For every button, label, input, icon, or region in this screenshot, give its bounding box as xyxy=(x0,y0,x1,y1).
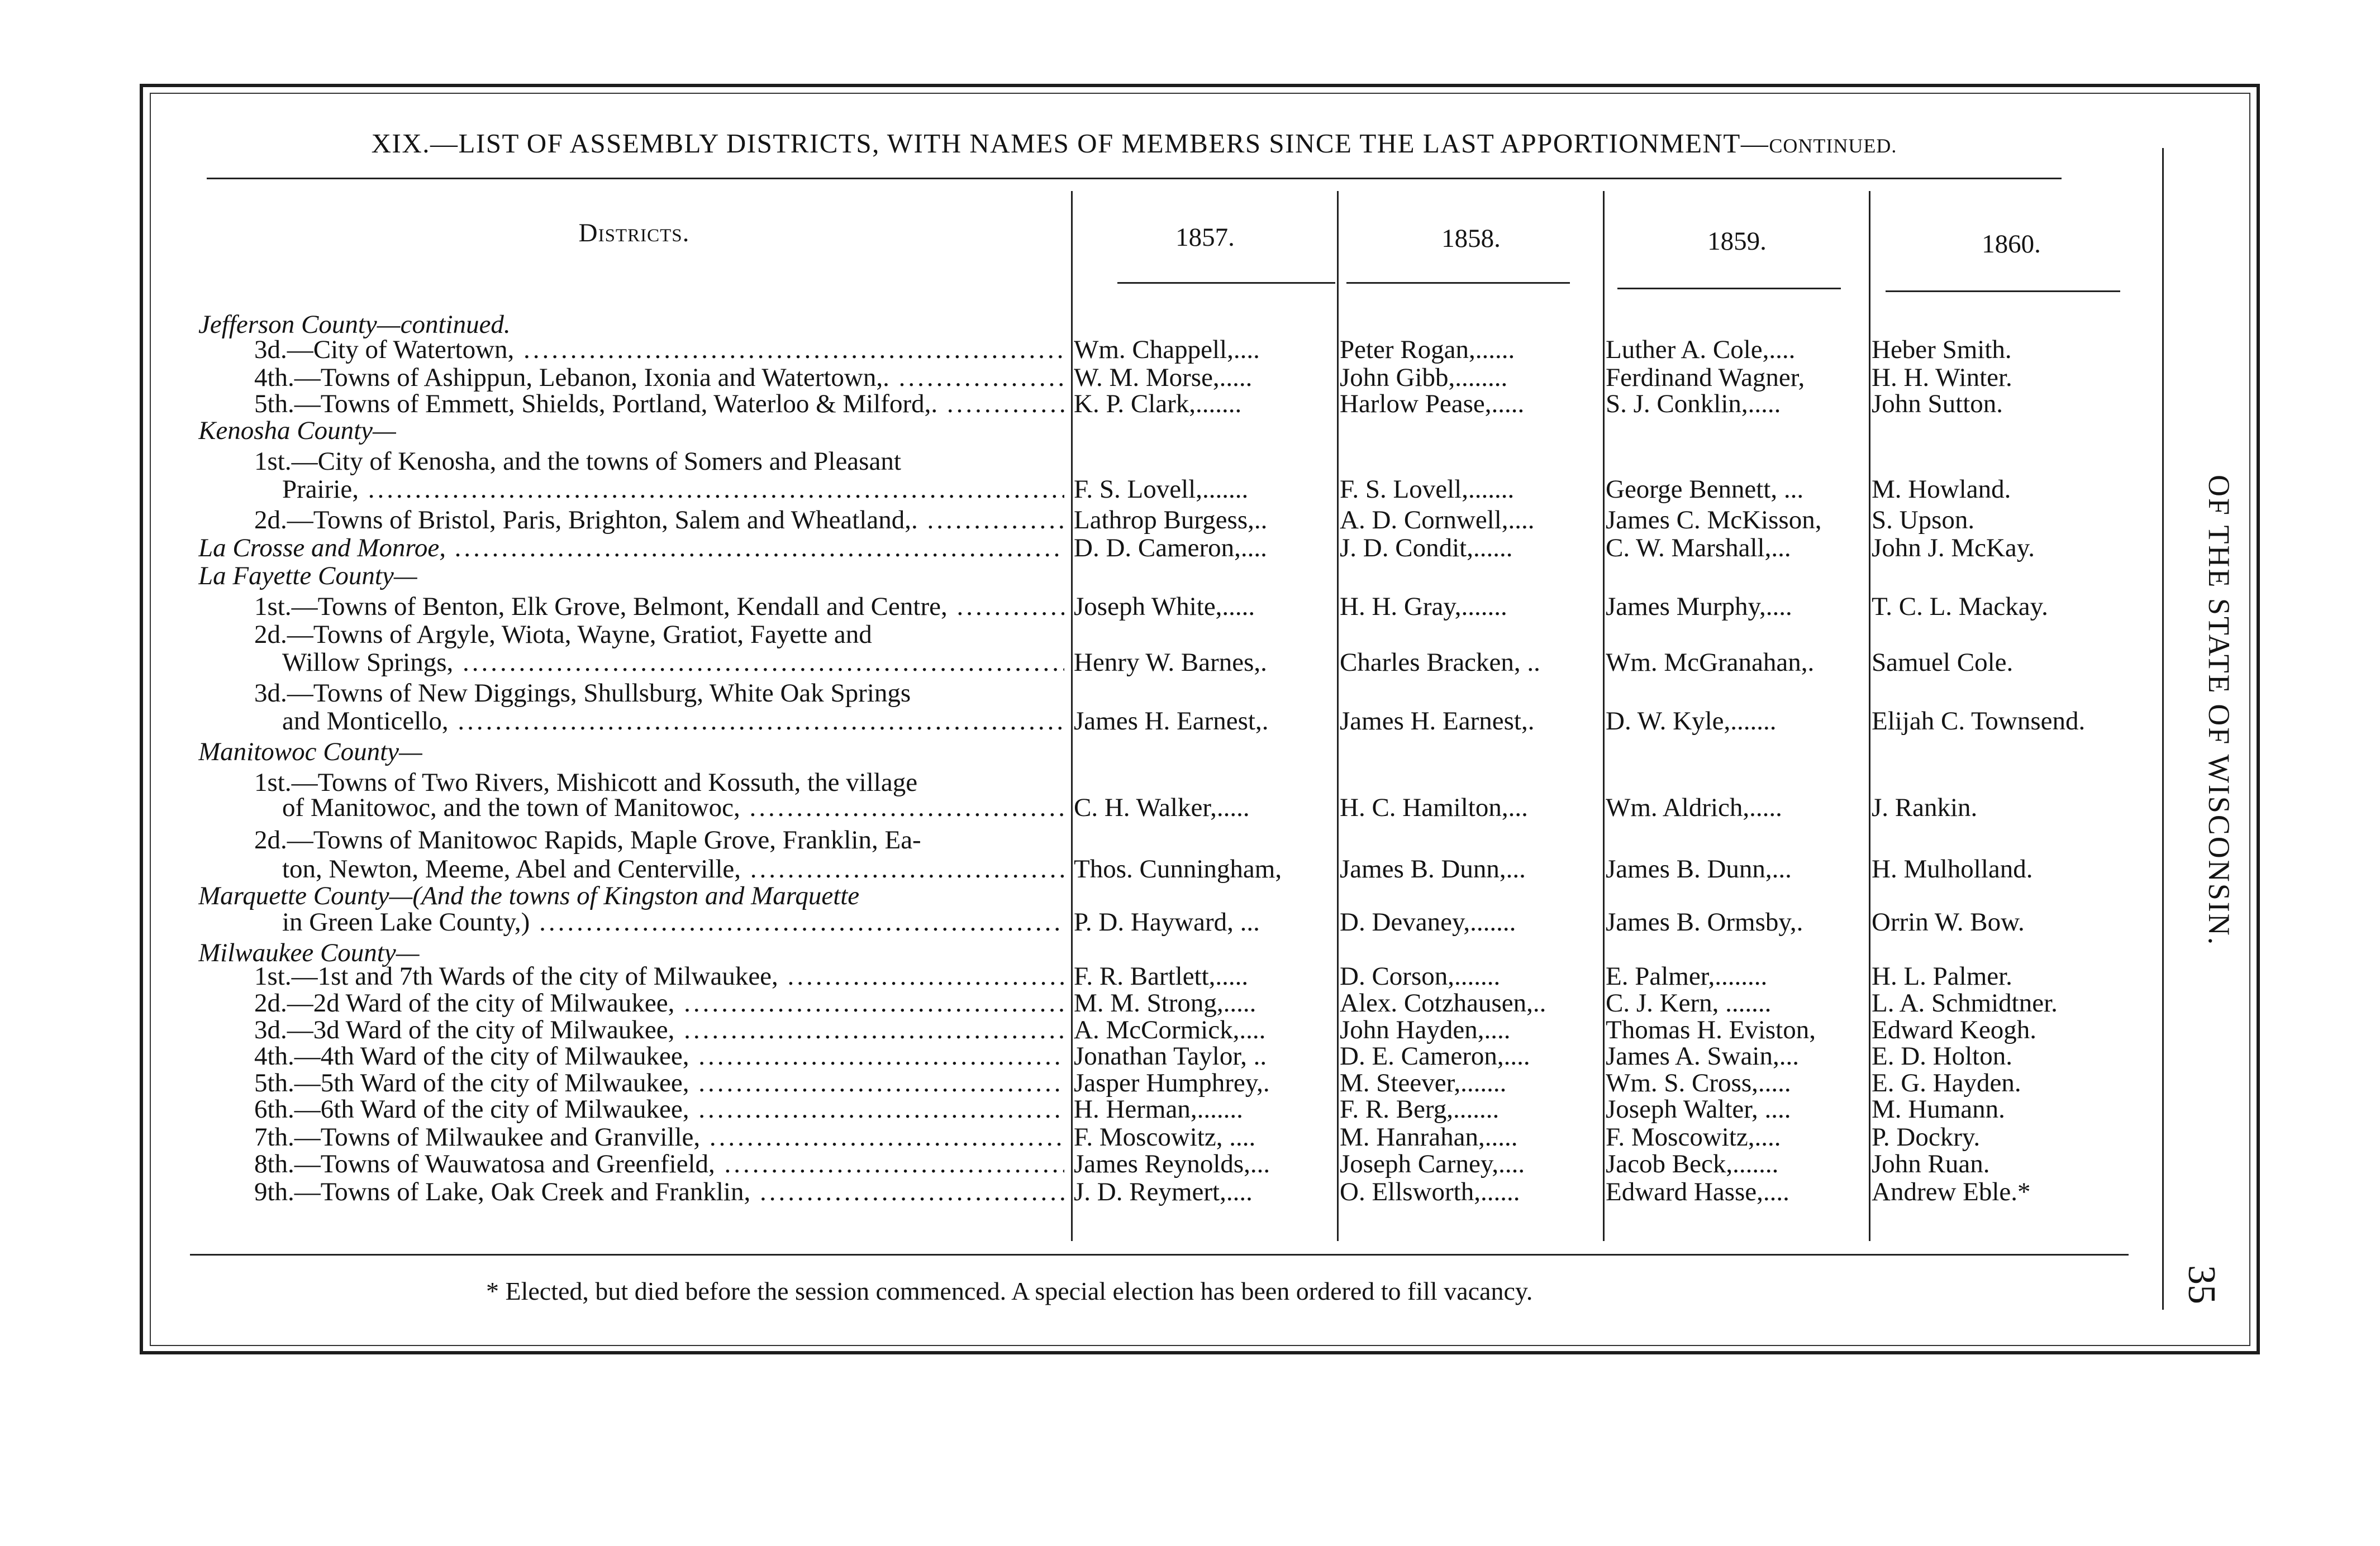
member-1857-cell: P. D. Hayward, ... xyxy=(1074,908,1260,937)
member-1858-cell: Joseph Carney,.... xyxy=(1340,1149,1525,1178)
header-rule-1858 xyxy=(1346,282,1570,284)
member-1860-cell: M. Howland. xyxy=(1872,475,2011,504)
header-rule-1859 xyxy=(1617,288,1841,289)
district-cell: Willow Springs, ..... xyxy=(282,648,1064,677)
member-1858-cell: H. C. Hamilton,... xyxy=(1340,793,1528,822)
member-1859-cell: E. Palmer,........ xyxy=(1606,962,1768,991)
district-cell: ton, Newton, Meeme, Abel and Centerville, ..... xyxy=(282,855,1064,884)
member-1858-cell: M. Hanrahan,..... xyxy=(1340,1123,1518,1152)
member-1860-cell: Edward Keogh. xyxy=(1872,1015,2036,1044)
member-1859-cell: James C. McKisson, xyxy=(1606,505,1822,535)
member-1859-cell: Wm. Aldrich,..... xyxy=(1606,793,1782,822)
member-1858-cell: D. Devaney,....... xyxy=(1340,908,1516,937)
member-1858-cell: Alex. Cotzhausen,.. xyxy=(1340,989,1546,1018)
member-1859-cell: S. J. Conklin,..... xyxy=(1606,389,1781,418)
member-1857-cell: M. M. Strong,..... xyxy=(1074,989,1256,1018)
member-1860-cell: S. Upson. xyxy=(1872,505,1975,535)
district-cell: 5th.—5th Ward of the city of Milwaukee, ..... xyxy=(254,1068,1064,1098)
member-1857-cell: F. R. Bartlett,..... xyxy=(1074,962,1249,991)
member-1860-cell: Elijah C. Townsend. xyxy=(1872,707,2086,736)
member-1859-cell: F. Moscowitz,.... xyxy=(1606,1123,1781,1152)
member-1859-cell: Wm. S. Cross,..... xyxy=(1606,1068,1791,1098)
member-1859-cell: Jacob Beck,....... xyxy=(1606,1149,1779,1178)
member-1857-cell: Jonathan Taylor, .. xyxy=(1074,1042,1267,1071)
district-cell: Manitowoc County— xyxy=(198,737,422,766)
member-1858-cell: James H. Earnest,. xyxy=(1340,707,1535,736)
member-1860-cell: E. G. Hayden. xyxy=(1872,1068,2021,1098)
district-cell: La Crosse and Monroe, ..... xyxy=(198,533,1064,562)
member-1860-cell: H. H. Winter. xyxy=(1872,363,2012,392)
member-1857-cell: F. Moscowitz, .... xyxy=(1074,1123,1256,1152)
district-cell: 2d.—2d Ward of the city of Milwaukee, ..... xyxy=(254,989,1064,1018)
district-cell: 4th.—4th Ward of the city of Milwaukee, ..... xyxy=(254,1042,1064,1071)
member-1859-cell: Ferdinand Wagner, xyxy=(1606,363,1805,392)
title-rule xyxy=(207,178,2062,179)
member-1859-cell: Thomas H. Eviston, xyxy=(1606,1015,1816,1044)
district-cell: 2d.—Towns of Manitowoc Rapids, Maple Grove, Franklin, Ea- xyxy=(254,826,921,855)
member-1858-cell: John Hayden,.... xyxy=(1340,1015,1511,1044)
column-divider-2 xyxy=(1337,191,1339,1241)
district-cell: 1st.—Towns of Two Rivers, Mishicott and Kossuth, the village xyxy=(254,768,918,797)
member-1857-cell: James H. Earnest,. xyxy=(1074,707,1269,736)
member-1858-cell: O. Ellsworth,...... xyxy=(1340,1177,1520,1206)
running-head xyxy=(2202,475,2236,947)
member-1859-cell: C. J. Kern, ....... xyxy=(1606,989,1772,1018)
member-1858-cell: F. S. Lovell,....... xyxy=(1340,475,1515,504)
member-1860-cell: John J. McKay. xyxy=(1872,533,2035,562)
member-1859-cell: Luther A. Cole,.... xyxy=(1606,335,1796,364)
member-1859-cell: D. W. Kyle,....... xyxy=(1606,707,1777,736)
district-cell: 3d.—Towns of New Diggings, Shullsburg, White Oak Springs xyxy=(254,679,911,708)
title-continued: CONTINUED. xyxy=(1769,135,1897,157)
member-1858-cell: Peter Rogan,...... xyxy=(1340,335,1515,364)
member-1860-cell: P. Dockry. xyxy=(1872,1123,1981,1152)
member-1858-cell: M. Steever,....... xyxy=(1340,1068,1507,1098)
member-1859-cell: James A. Swain,... xyxy=(1606,1042,1799,1071)
district-cell: 4th.—Towns of Ashippun, Lebanon, Ixonia and Watertown,. ..... xyxy=(254,363,1064,392)
district-cell: 1st.—City of Kenosha, and the towns of Somers and Pleasant xyxy=(254,447,901,476)
member-1857-cell: Wm. Chappell,.... xyxy=(1074,335,1260,364)
district-cell: 2d.—Towns of Bristol, Paris, Brighton, Salem and Wheatland,. ..... xyxy=(254,505,1064,535)
year-1860-header: 1860. xyxy=(1982,230,2041,259)
district-cell: 1st.—Towns of Benton, Elk Grove, Belmont, Kendall and Centre, ..... xyxy=(254,592,1064,621)
district-cell: in Green Lake County,) ..... xyxy=(282,908,1064,937)
member-1857-cell: F. S. Lovell,....... xyxy=(1074,475,1249,504)
district-cell: and Monticello, ..... xyxy=(282,707,1064,736)
district-cell: 3d.—3d Ward of the city of Milwaukee, ..... xyxy=(254,1015,1064,1044)
column-divider-3 xyxy=(1603,191,1605,1241)
member-1857-cell: D. D. Cameron,.... xyxy=(1074,533,1267,562)
member-1857-cell: A. McCormick,.... xyxy=(1074,1015,1266,1044)
member-1857-cell: Joseph White,..... xyxy=(1074,592,1255,621)
district-cell: Kenosha County— xyxy=(198,416,396,445)
member-1860-cell: T. C. L. Mackay. xyxy=(1872,592,2048,621)
member-1857-cell: Thos. Cunningham, xyxy=(1074,855,1282,884)
district-cell: 5th.—Towns of Emmett, Shields, Portland, Waterloo & Milford,. ..... xyxy=(254,389,1064,418)
member-1860-cell: Orrin W. Bow. xyxy=(1872,908,2025,937)
member-1858-cell: D. E. Cameron,.... xyxy=(1340,1042,1530,1071)
year-1858-header: 1858. xyxy=(1441,224,1501,253)
member-1859-cell: James B. Ormsby,. xyxy=(1606,908,1803,937)
member-1857-cell: Lathrop Burgess,.. xyxy=(1074,505,1268,535)
year-1859-header: 1859. xyxy=(1707,227,1767,256)
member-1857-cell: C. H. Walker,..... xyxy=(1074,793,1250,822)
member-1859-cell: Joseph Walter, .... xyxy=(1606,1095,1791,1124)
member-1857-cell: H. Herman,....... xyxy=(1074,1095,1243,1124)
member-1858-cell: James B. Dunn,... xyxy=(1340,855,1526,884)
member-1859-cell: C. W. Marshall,... xyxy=(1606,533,1791,562)
member-1857-cell: K. P. Clark,....... xyxy=(1074,389,1242,418)
member-1860-cell: H. Mulholland. xyxy=(1872,855,2033,884)
page-number: 35 xyxy=(2180,1265,2223,1304)
district-cell: of Manitowoc, and the town of Manitowoc, ..... xyxy=(282,793,1064,822)
member-1860-cell: Andrew Eble.* xyxy=(1872,1177,2031,1206)
member-1858-cell: John Gibb,........ xyxy=(1340,363,1508,392)
district-cell: La Fayette County— xyxy=(198,561,417,590)
member-1860-cell: John Sutton. xyxy=(1872,389,2003,418)
member-1858-cell: J. D. Condit,...... xyxy=(1340,533,1513,562)
district-cell: 6th.—6th Ward of the city of Milwaukee, ..... xyxy=(254,1095,1064,1124)
header-rule-1860 xyxy=(1886,290,2120,292)
member-1858-cell: F. R. Berg,....... xyxy=(1340,1095,1500,1124)
footnote: * Elected, but died before the session commenced. A special election has been ordered to fill vacancy. xyxy=(486,1277,1533,1305)
member-1857-cell: J. D. Reymert,.... xyxy=(1074,1177,1253,1206)
member-1860-cell: Samuel Cole. xyxy=(1872,648,2014,677)
table-title xyxy=(207,127,2062,159)
member-1858-cell: Charles Bracken, .. xyxy=(1340,648,1540,677)
member-1860-cell: M. Humann. xyxy=(1872,1095,2005,1124)
district-cell: 9th.—Towns of Lake, Oak Creek and Franklin, ..... xyxy=(254,1177,1064,1206)
district-cell: Prairie, ..... xyxy=(282,475,1064,504)
member-1860-cell: Heber Smith. xyxy=(1872,335,2012,364)
district-cell: 8th.—Towns of Wauwatosa and Greenfield, ..... xyxy=(254,1149,1064,1178)
table-bottom-rule xyxy=(190,1254,2129,1256)
title-text: XIX.—LIST OF ASSEMBLY DISTRICTS, WITH NAMES OF MEMBERS SINCE THE LAST APPORTIONMENT— xyxy=(371,128,1769,159)
district-cell: Milwaukee County— xyxy=(198,938,420,967)
member-1857-cell: W. M. Morse,..... xyxy=(1074,363,1253,392)
district-cell: 3d.—City of Watertown, ..... xyxy=(254,335,1064,364)
member-1860-cell: J. Rankin. xyxy=(1872,793,1978,822)
running-head-text: OF THE STATE OF WISCONSIN. xyxy=(2202,475,2236,947)
district-cell: 2d.—Towns of Argyle, Wiota, Wayne, Gratiot, Fayette and xyxy=(254,620,872,649)
column-divider-1 xyxy=(1071,191,1073,1241)
column-divider-4 xyxy=(1869,191,1870,1241)
header-rule-1857 xyxy=(1117,282,1335,284)
district-cell: 1st.—1st and 7th Wards of the city of Milwaukee, ..... xyxy=(254,962,1064,991)
member-1857-cell: Jasper Humphrey,. xyxy=(1074,1068,1270,1098)
district-cell: Marquette County—(And the towns of Kingston and Marquette xyxy=(198,881,860,910)
member-1858-cell: H. H. Gray,....... xyxy=(1340,592,1507,621)
member-1857-cell: James Reynolds,... xyxy=(1074,1149,1270,1178)
member-1859-cell: James B. Dunn,... xyxy=(1606,855,1792,884)
district-cell: 7th.—Towns of Milwaukee and Granville, ..... xyxy=(254,1123,1064,1152)
member-1860-cell: E. D. Holton. xyxy=(1872,1042,2012,1071)
year-1857-header: 1857. xyxy=(1175,223,1235,252)
member-1858-cell: A. D. Cornwell,.... xyxy=(1340,505,1535,535)
member-1860-cell: John Ruan. xyxy=(1872,1149,1990,1178)
district-cell: Jefferson County—continued. xyxy=(198,310,511,339)
member-1860-cell: L. A. Schmidtner. xyxy=(1872,989,2058,1018)
member-1858-cell: D. Corson,....... xyxy=(1340,962,1501,991)
member-1859-cell: George Bennett, ... xyxy=(1606,475,1804,504)
districts-header: Districts. xyxy=(578,218,690,247)
member-1859-cell: Wm. McGranahan,. xyxy=(1606,648,1815,677)
member-1859-cell: Edward Hasse,.... xyxy=(1606,1177,1789,1206)
member-1860-cell: H. L. Palmer. xyxy=(1872,962,2012,991)
member-1859-cell: James Murphy,.... xyxy=(1606,592,1792,621)
member-1857-cell: Henry W. Barnes,. xyxy=(1074,648,1267,677)
member-1858-cell: Harlow Pease,..... xyxy=(1340,389,1525,418)
